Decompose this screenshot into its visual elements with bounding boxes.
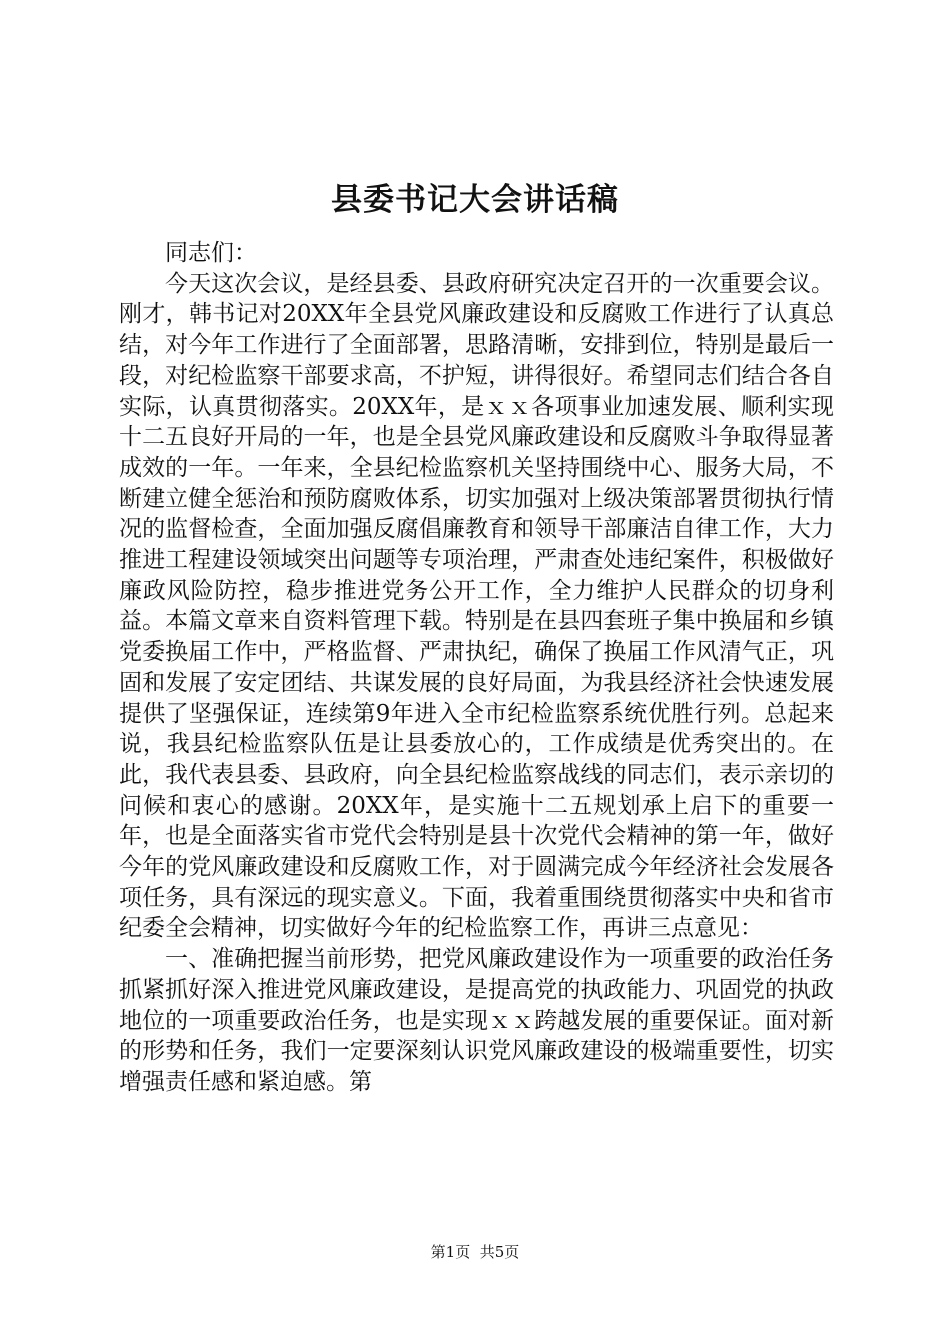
page-total: 共5页 — [479, 1243, 520, 1261]
paragraph-1: 今天这次会议，是经县委、县政府研究决定召开的一次重要会议。刚才，韩书记对20XX年全县党风廉政建设和反腐败工作进行了认真总结，对今年工作进行了全面部署，思路清晰，安排到位，特别是最后一段，对纪检监察干部要求高，不护短，讲得很好。希望同志们结合各自实际，认真贯彻落实。20XX年，是ｘｘ各项事业加速发展、顺利实现十二五良好开局的一年，也是全县党风廉政建设和反腐败斗争取得显著成效的一年。一年来，全县纪检监察机关坚持围绕中心、服务大局，不断建立健全惩治和预防腐败体系，切实加强对上级决策部署贯彻执行情况的监督检查，全面加强反腐倡廉教育和领导干部廉洁自律工作，大力推进工程建设领域突出问题等专项治理，严肃查处违纪案件，积极做好廉政风险防控，稳步推进党务公开工作，全力维护人民群众的切身利益。本篇文章来自资料管理下载。特别是在县四套班子集中换届和乡镇党委换届工作中，严格监督、严肃执纪，确保了换届工作风清气正，巩固和发展了安定团结、共谋发展的良好局面，为我县经济社会快速发展提供了坚强保证，连续第9年进入全市纪检监察系统优胜行列。总起来说，我县纪检监察队伍是让县委放心的，工作成绩是优秀突出的。在此，我代表县委、县政府，向全县纪检监察战线的同志们，表示亲切的问候和衷心的感谢。20XX年，是实施十二五规划承上启下的重要一年，也是全面落实省市党代会特别是县十次党代会精神的第一年，做好今年的党风廉政建设和反腐败工作，对于圆满完成今年经济社会发展各项任务，具有深远的现实意义。下面，我着重围绕贯彻落实中央和省市纪委全会精神，切实做好今年的纪检监察工作，再讲三点意见： — [119, 270, 834, 942]
page-footer — [0, 1242, 950, 1262]
salutation: 同志们： — [165, 240, 257, 266]
paragraph-2: 一、准确把握当前形势，把党风廉政建设作为一项重要的政治任务抓紧抓好深入推进党风廉政建设，是提高党的执政能力、巩固党的执政地位的一项重要政治任务，也是实现ｘｘ跨越发展的重要保证。面对新的形势和任务，我们一定要深刻认识党风廉政建设的极端重要性，切实增强责任感和紧迫感。第 — [119, 946, 834, 1095]
document-title: 县委书记大会讲话稿 — [331, 182, 619, 218]
document-body — [119, 238, 834, 1098]
page-number: 第1页 — [430, 1243, 471, 1261]
